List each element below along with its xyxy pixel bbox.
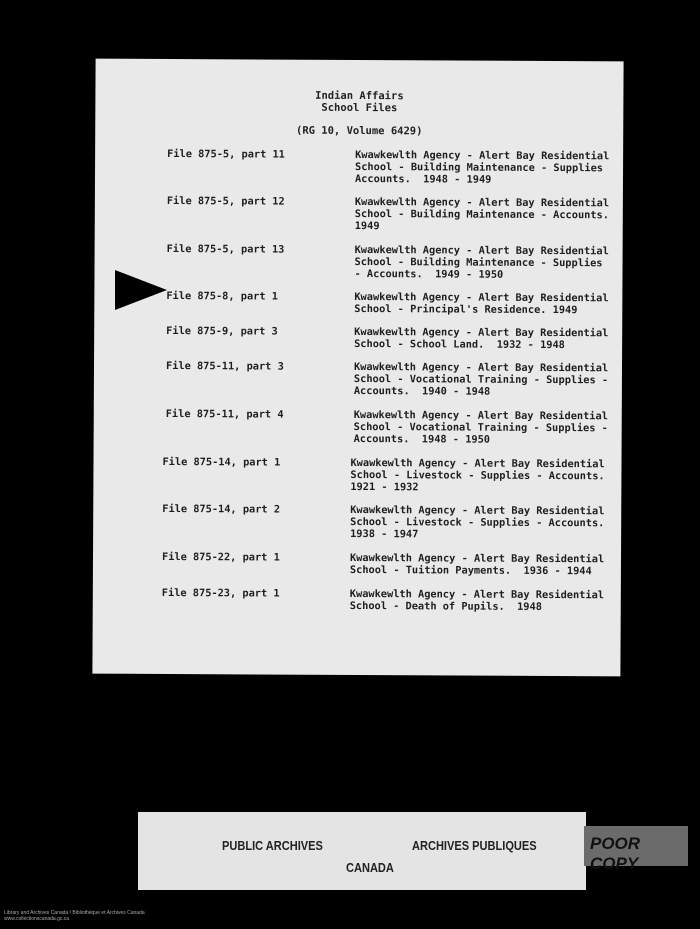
file-number: File 875-8, part 1 (166, 289, 278, 303)
credit-line: Library and Archives Canada / Bibliothèque et Archives Canada (4, 910, 145, 916)
description-line: Kwawkewlth Agency - Alert Bay Residential (354, 243, 609, 258)
archive-label-strip (138, 812, 586, 890)
file-number: File 875-5, part 13 (166, 242, 285, 256)
document-subtitle: School Files (321, 101, 398, 115)
description-line: Accounts. 1948 - 1950 (353, 432, 491, 446)
file-description (354, 292, 608, 317)
description-line: Kwawkewlth Agency - Alert Bay Residential (354, 325, 609, 340)
description-line: Kwawkewlth Agency - Alert Bay Residential (355, 148, 610, 163)
description-line: School - Vocational Training - Supplies - (353, 420, 608, 435)
archive-label-country: CANADA (346, 860, 394, 875)
description-line: Kwawkewlth Agency - Alert Bay Residential (354, 195, 610, 210)
file-description (354, 410, 608, 447)
document-title: Indian Affairs (315, 89, 404, 103)
file-number: File 875-22, part 1 (161, 550, 280, 564)
document-reference: (RG 10, Volume 6429) (295, 124, 423, 138)
description-line: School - Death of Pupils. 1948 (349, 599, 542, 613)
file-description (350, 553, 604, 578)
description-line: Kwawkewlth Agency - Alert Bay Residential (353, 408, 608, 423)
description-line: School - Livestock - Supplies - Accounts. (350, 468, 605, 483)
pointer-arrow-icon (115, 270, 167, 310)
credit-footer (4, 910, 145, 922)
file-description (354, 362, 608, 399)
description-line: School - Tuition Payments. 1936 - 1944 (349, 563, 592, 578)
file-number: File 875-5, part 11 (167, 147, 285, 161)
file-description (350, 589, 604, 614)
description-line: School - Vocational Training - Supplies - (353, 372, 609, 387)
archive-label-fr: ARCHIVES PUBLIQUES (412, 838, 537, 853)
description-line: School - Principal's Residence. 1949 (354, 302, 578, 316)
archive-label-en: PUBLIC ARCHIVES (222, 838, 323, 853)
description-line: Kwawkewlth Agency - Alert Bay Residential (349, 551, 605, 566)
file-description (355, 150, 609, 187)
description-line: Kwawkewlth Agency - Alert Bay Residential (349, 587, 605, 602)
file-description (354, 245, 608, 282)
description-line: Kwawkewlth Agency - Alert Bay Residential (354, 290, 609, 305)
file-number: File 875-11, part 3 (165, 359, 284, 373)
document-page (92, 59, 623, 677)
description-line: 1949 (354, 219, 380, 232)
description-line: Accounts. 1948 - 1949 (354, 172, 492, 186)
description-line: 1938 - 1947 (350, 527, 419, 540)
file-description (350, 505, 604, 542)
description-line: 1921 - 1932 (350, 480, 419, 493)
description-line: School - School Land. 1932 - 1948 (354, 337, 565, 351)
description-line: Kwawkewlth Agency - Alert Bay Residential (353, 360, 609, 375)
file-number: File 875-14, part 1 (162, 455, 281, 469)
file-number: File 875-9, part 3 (166, 324, 278, 338)
description-line: Kwawkewlth Agency - Alert Bay Residential (350, 503, 605, 518)
description-line: Accounts. 1940 - 1948 (353, 384, 491, 398)
description-line: School - Building Maintenance - Supplies (355, 160, 604, 175)
file-number: File 875-23, part 1 (161, 586, 280, 600)
description-line: Kwawkewlth Agency - Alert Bay Residential (350, 456, 605, 471)
description-line: - Accounts. 1949 - 1950 (354, 267, 504, 281)
credit-url: www.collectionscanada.gc.ca (4, 916, 70, 922)
description-line: School - Livestock - Supplies - Accounts. (350, 515, 605, 530)
poor-copy-tag (584, 826, 688, 873)
file-number: File 875-11, part 4 (165, 407, 284, 421)
file-description (355, 197, 609, 234)
file-number: File 875-14, part 2 (162, 502, 281, 516)
description-line: School - Building Maintenance - Supplies (354, 255, 603, 270)
file-description (354, 327, 608, 352)
file-description (350, 458, 604, 495)
description-line: School - Building Maintenance - Accounts. (354, 207, 610, 222)
file-number: File 875-5, part 12 (166, 194, 285, 208)
poor-copy-text: POOR COPY (590, 834, 641, 873)
